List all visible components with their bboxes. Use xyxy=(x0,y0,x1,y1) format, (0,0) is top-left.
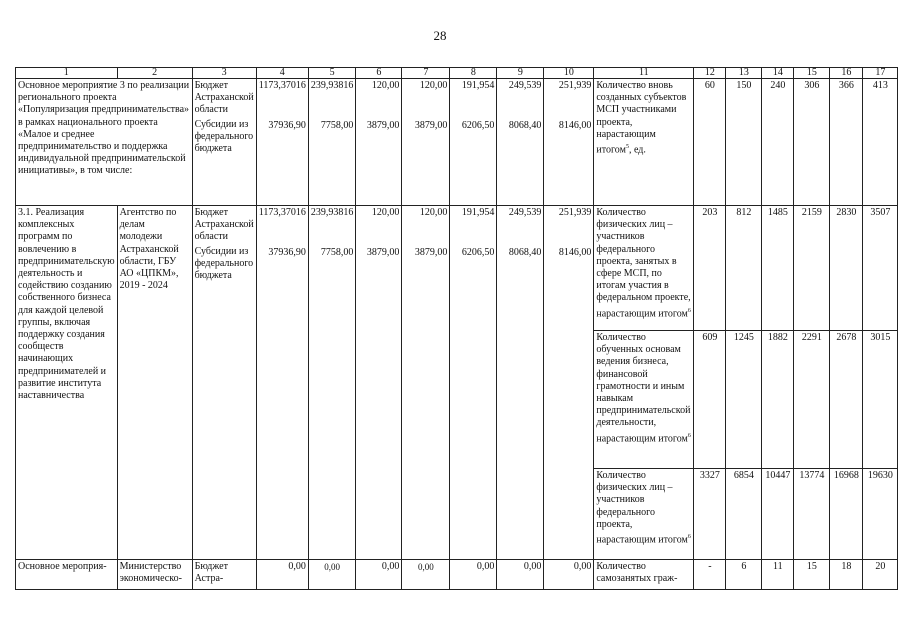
activity-name: 3.1. Реализация комплексных программ по вовлечению в предпринимательскую деятельность и содействию созданию собственного бизнеса для каждой целевой группы, включая поддержку создания сообществ начинающих предпринимателей и развитие института наставничества xyxy=(16,206,118,560)
funding-cell: 120,00 3879,00 xyxy=(356,79,402,206)
indicator-value: 812 xyxy=(726,206,762,331)
funding-cell: 251,939 8146,00 xyxy=(544,79,594,206)
col-header: 7 xyxy=(402,68,450,79)
funding-source: Бюджет Астраханской области Субсидии из федерального бюджета xyxy=(192,79,256,206)
indicator-value: 6854 xyxy=(726,469,762,560)
col-header: 8 xyxy=(450,68,497,79)
funding-source: Бюджет Астраханской области Субсидии из федерального бюджета xyxy=(192,206,256,560)
indicator-value: 3507 xyxy=(863,206,898,331)
funding-cell: 0,00 xyxy=(256,560,308,590)
col-header: 13 xyxy=(726,68,762,79)
indicator-label: Количество самозанятых граж- xyxy=(594,560,694,590)
page-number: 28 xyxy=(433,28,447,43)
indicator-value: 15 xyxy=(794,560,830,590)
indicator-value: 366 xyxy=(830,79,863,206)
indicator-value: 13774 xyxy=(794,469,830,560)
funding-source: Бюджет Астра- xyxy=(192,560,256,590)
col-header: 2 xyxy=(117,68,192,79)
program-table xyxy=(15,67,898,590)
funding-cell: 120,00 3879,00 xyxy=(402,79,450,206)
funding-cell: 120,00 3879,00 xyxy=(402,206,450,560)
funding-cell: 0,00 xyxy=(356,560,402,590)
executor: Министерство экономическо- xyxy=(117,560,192,590)
indicator-value: 10447 xyxy=(762,469,794,560)
indicator-value: 11 xyxy=(762,560,794,590)
table-row-main3 xyxy=(16,79,898,206)
indicator-value: 2830 xyxy=(830,206,863,331)
funding-cell: 0,00 xyxy=(544,560,594,590)
col-header: 14 xyxy=(762,68,794,79)
indicator-value: 16968 xyxy=(830,469,863,560)
funding-cell: 251,939 8146,00 xyxy=(544,206,594,560)
col-header: 3 xyxy=(192,68,256,79)
indicator-value: 413 xyxy=(863,79,898,206)
column-number-row xyxy=(16,68,898,79)
indicator-value: 20 xyxy=(863,560,898,590)
indicator-label: Количество вновь созданных субъектов МСП участниками проекта, нарастающим итогом$^5$, ед. xyxy=(594,79,694,206)
indicator-value: 1882 xyxy=(762,331,794,469)
indicator-value: 3327 xyxy=(694,469,726,560)
indicator-value: 2291 xyxy=(794,331,830,469)
funding-cell: 249,539 8068,40 xyxy=(497,206,544,560)
col-header: 5 xyxy=(308,68,356,79)
indicator-value: 2159 xyxy=(794,206,830,331)
funding-cell: 0,00 xyxy=(497,560,544,590)
executor: Агентство по делам молодежи Астраханской области, ГБУ АО «ЦПКМ», 2019 - 2024 xyxy=(117,206,192,560)
col-header: 11 xyxy=(594,68,694,79)
col-header: 1 xyxy=(16,68,118,79)
indicator-value: 203 xyxy=(694,206,726,331)
indicator-value: 2678 xyxy=(830,331,863,469)
funding-cell: 191,954 6206,50 xyxy=(450,79,497,206)
indicator-value: 6 xyxy=(726,560,762,590)
col-header: 4 xyxy=(256,68,308,79)
table-row-main-next xyxy=(16,560,898,590)
col-header: 9 xyxy=(497,68,544,79)
funding-cell: 0,00 xyxy=(450,560,497,590)
funding-cell: 249,539 8068,40 xyxy=(497,79,544,206)
col-header: 17 xyxy=(863,68,898,79)
activity-name: Основное мероприя- xyxy=(16,560,118,590)
indicator-value: 609 xyxy=(694,331,726,469)
col-header: 10 xyxy=(544,68,594,79)
funding-cell: 0,00 xyxy=(402,560,450,590)
funding-cell: 1173,37016 37936,90 xyxy=(256,206,308,560)
activity-name: Основное мероприятие 3 по реализации регионального проекта «Популяризация предпринимательства» в рамках национального проекта «Малое и среднее предпринимательство и поддержка индивидуальной предпринимательской инициативы», в том числе: xyxy=(16,79,193,206)
funding-cell: 1173,37016 37936,90 xyxy=(256,79,308,206)
indicator-value: 1245 xyxy=(726,331,762,469)
indicator-label: Количество физических лиц – участников федерального проекта, нарастающим итогом$^6$ xyxy=(594,469,694,560)
indicator-label: Количество физических лиц – участников федерального проекта, занятых в сфере МСП, по итогам участия в федеральном проекте, нарастающим итогом$^6$ xyxy=(594,206,694,331)
funding-cell: 239,93816 7758,00 xyxy=(308,206,356,560)
funding-cell: 120,00 3879,00 xyxy=(356,206,402,560)
indicator-value: 306 xyxy=(794,79,830,206)
col-header: 12 xyxy=(694,68,726,79)
table-row-sub31 xyxy=(16,206,898,331)
indicator-value: 18 xyxy=(830,560,863,590)
indicator-value: 1485 xyxy=(762,206,794,331)
col-header: 16 xyxy=(830,68,863,79)
indicator-label: Количество обученных основам ведения бизнеса, финансовой грамотности и иным навыкам предпринимательской деятельности, нарастающим итогом$^6$ xyxy=(594,331,694,469)
funding-cell: 0,00 xyxy=(308,560,356,590)
indicator-value: 240 xyxy=(762,79,794,206)
funding-cell: 191,954 6206,50 xyxy=(450,206,497,560)
indicator-value: 19630 xyxy=(863,469,898,560)
col-header: 15 xyxy=(794,68,830,79)
indicator-value: 3015 xyxy=(863,331,898,469)
indicator-value: - xyxy=(694,560,726,590)
col-header: 6 xyxy=(356,68,402,79)
funding-cell: 239,93816 7758,00 xyxy=(308,79,356,206)
indicator-value: 60 xyxy=(694,79,726,206)
indicator-value: 150 xyxy=(726,79,762,206)
